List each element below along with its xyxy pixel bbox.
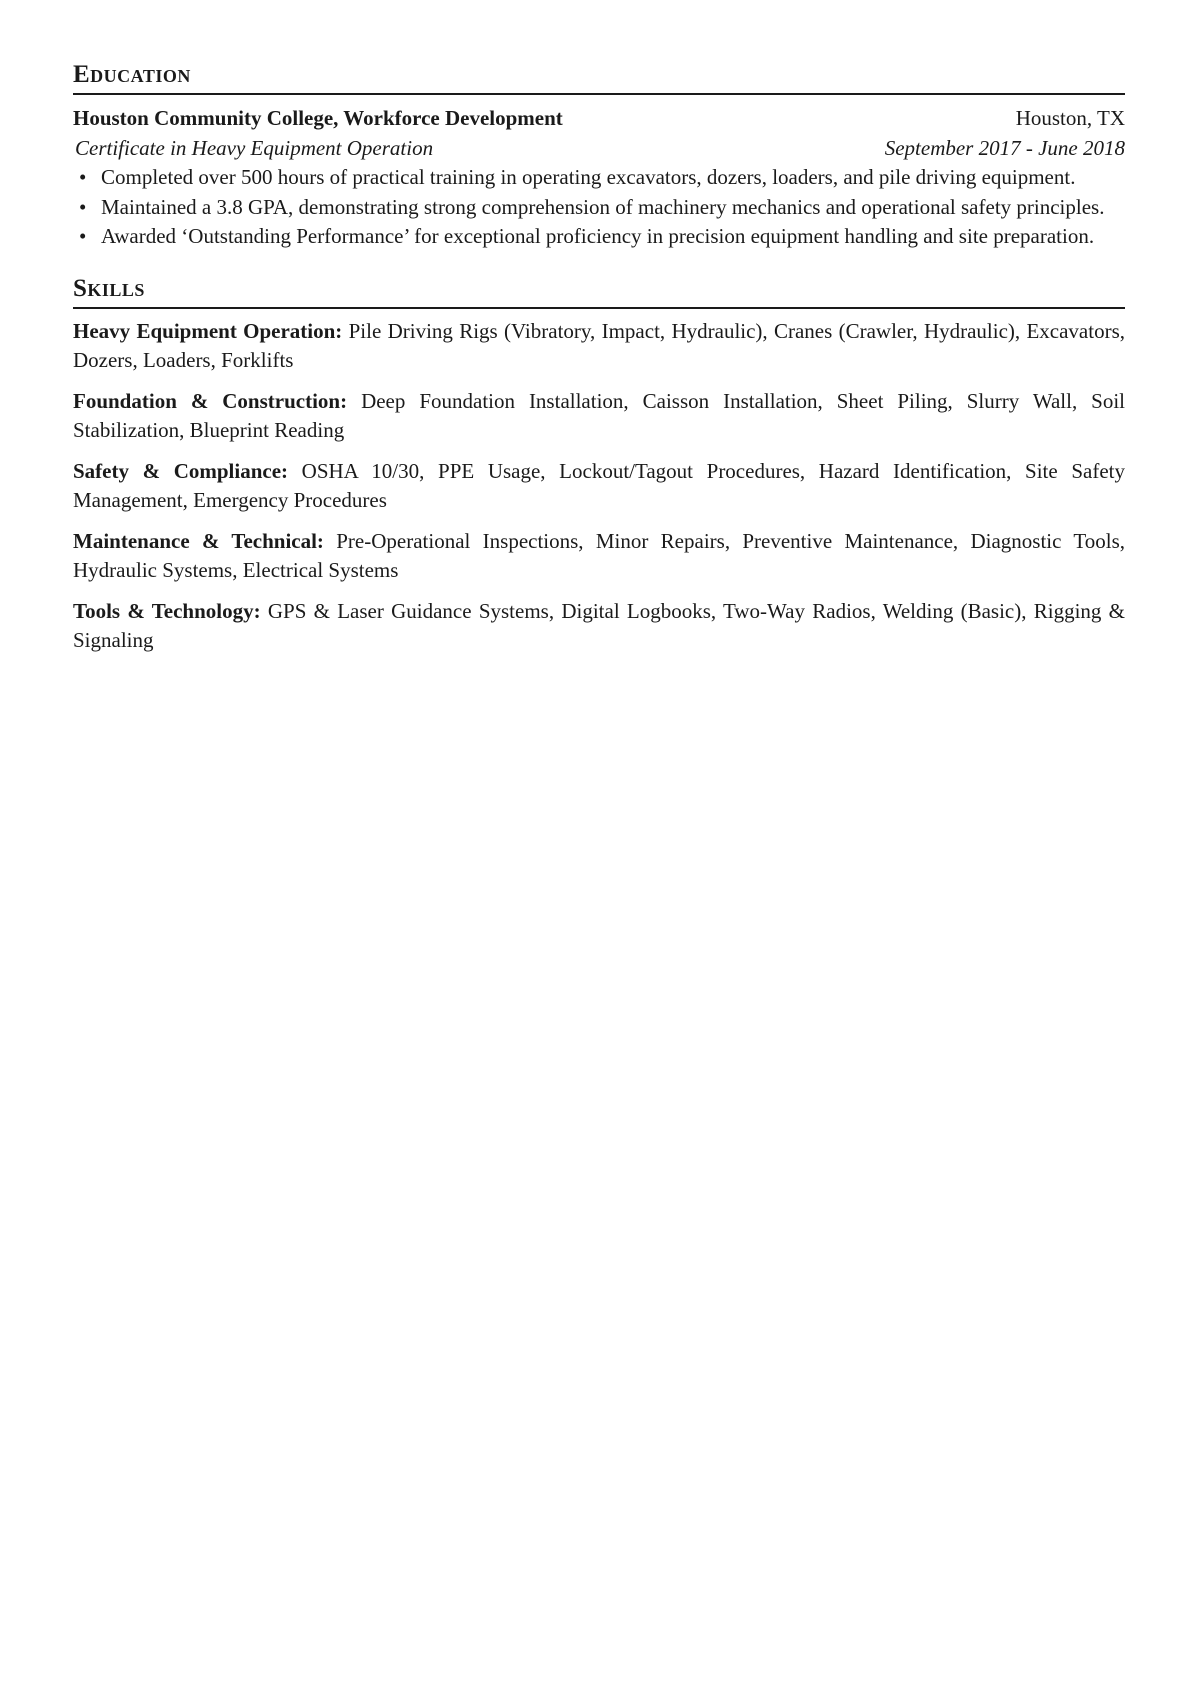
bullet-text: Awarded ‘Outstanding Performance’ for exceptional proficiency in precision equipment handling and site preparation. — [101, 224, 1095, 248]
skill-row — [73, 387, 1125, 445]
education-bullets — [73, 163, 1125, 252]
list-item — [73, 222, 1125, 252]
bullet-text: Maintained a 3.8 GPA, demonstrating strong comprehension of machinery mechanics and operational safety principles. — [101, 194, 1105, 219]
education-heading: Education — [73, 62, 1125, 95]
bullet-text: Completed over 500 hours of practical training in operating excavators, dozers, loaders, and pile driving equipment. — [101, 165, 1076, 189]
skills-list — [73, 317, 1125, 655]
education-entry-subheader — [73, 133, 1125, 163]
skill-row — [73, 457, 1125, 515]
education-entry — [73, 103, 1125, 252]
bullet-icon: • — [79, 224, 87, 248]
skill-value: GPS & Laser Guidance Systems, Digital Logbooks, Two-Way Radios, Welding (Basic), Rigging & Signaling — [73, 598, 1125, 652]
education-dates: September 2017 - June 2018 — [884, 136, 1125, 160]
institution-location: Houston, TX — [1015, 106, 1125, 130]
skill-label: Maintenance & Technical: — [73, 528, 324, 553]
bullet-icon: • — [79, 194, 87, 219]
skill-row — [73, 597, 1125, 655]
skills-section — [73, 276, 1125, 655]
skills-heading: Skills — [73, 276, 1125, 309]
education-entry-header — [73, 103, 1125, 133]
skill-row — [73, 527, 1125, 585]
skill-label: Heavy Equipment Operation: — [73, 318, 343, 343]
degree-title: Certificate in Heavy Equipment Operation — [75, 136, 434, 160]
list-item — [73, 163, 1125, 193]
bullet-icon: • — [79, 165, 87, 189]
institution-name: Houston Community College, Workforce Development — [73, 106, 563, 130]
skill-label: Tools & Technology: — [73, 598, 261, 623]
resume-page — [73, 62, 1125, 667]
education-section — [73, 62, 1125, 252]
skill-label: Safety & Compliance: — [73, 458, 289, 483]
skill-value: OSHA 10/30, PPE Usage, Lockout/Tagout Procedures, Hazard Identification, Site Safety Management, Emergency Procedures — [73, 458, 1125, 512]
skill-label: Foundation & Construction: — [73, 388, 348, 413]
skill-row — [73, 317, 1125, 375]
skill-value: Pile Driving Rigs (Vibratory, Impact, Hydraulic), Cranes (Crawler, Hydraulic), Excavators, Dozers, Loaders, Forklifts — [73, 318, 1126, 372]
skill-value: Pre-Operational Inspections, Minor Repairs, Preventive Maintenance, Diagnostic Tools, Hydraulic Systems, Electrical Systems — [73, 528, 1126, 582]
skill-value: Deep Foundation Installation, Caisson Installation, Sheet Piling, Slurry Wall, Soil Stabilization, Blueprint Reading — [73, 388, 1125, 442]
list-item — [73, 193, 1125, 223]
